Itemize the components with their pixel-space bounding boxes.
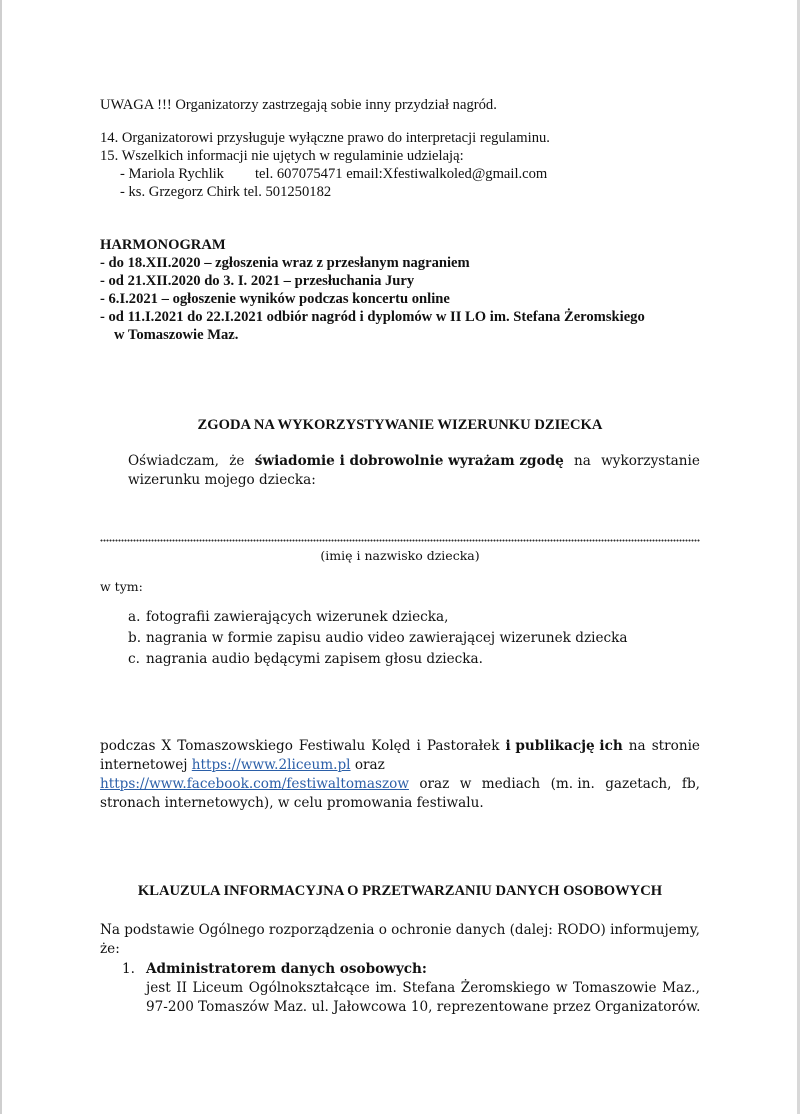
harmonogram-item-continued: w Tomaszowie Maz. [114,327,239,343]
facebook-link[interactable]: https://www.facebook.com/festiwaltomaszow [100,776,409,792]
zgoda-statement-line2: wizerunku mojego dziecka: [128,472,316,488]
list-item: nagrania w formie zapisu audio video zawierającej wizerunek dziecka [146,630,628,646]
list-marker: b. [128,630,142,646]
harmonogram-item: - od 11.I.2021 do 22.I.2021 odbiór nagród i dyplomów w II LO im. Stefana Żeromskiego [100,309,645,325]
contact-mariola-details: tel. 607075471 email:Xfestiwalkoled@gmail.com [255,166,548,182]
klauzula-item-line2: 97-200 Tomaszów Maz. ul. Jałowcowa 10, reprezentowane przez Organizatorów. [146,999,701,1015]
klauzula-intro-line2: że: [100,941,120,957]
liceum-link[interactable]: https://www.2liceum.pl [191,757,351,773]
page-left-edge [0,0,2,1114]
contact-mariola-name: - Mariola Rychlik [120,166,224,182]
klauzula-title: KLAUZULA INFORMACYJNA O PRZETWARZANIU DANYCH OSOBOWYCH [137,883,663,899]
festival-paragraph-line3: https://www.facebook.com/festiwaltomaszow oraz w mediach (m. in. gazetach, fb, [100,776,700,792]
festival-paragraph-line2: internetowej https://www.2liceum.pl oraz [100,757,385,773]
zgoda-statement-line1: Oświadczam, że świadomie i dobrowolnie wyrażam zgodę na wykorzystanie [128,453,700,469]
festival-paragraph-line1: podczas X Tomaszowskiego Festiwalu Kolęd i Pastorałek i publikację ich na stronie [100,738,700,754]
harmonogram-item: - 6.I.2021 – ogłoszenie wyników podczas koncertu online [100,291,450,307]
harmonogram-title: HARMONOGRAM [100,237,226,253]
harmonogram-item: - do 18.XII.2020 – zgłoszenia wraz z przesłanym nagraniem [100,255,470,271]
klauzula-item-title: Administratorem danych osobowych: [146,961,427,977]
klauzula-item-line1: jest II Liceum Ogólnokształcące im. Stefana Żeromskiego w Tomaszowie Maz., [146,980,700,996]
klauzula-item-marker: 1. [122,961,135,977]
harmonogram-item: - od 21.XII.2020 do 3. I. 2021 – przesłuchania Jury [100,273,415,289]
w-tym-label: w tym: [100,579,143,594]
point-15: 15. Wszelkich informacji nie ujętych w regulaminie udzielają: [100,148,464,164]
list-marker: a. [128,609,141,625]
klauzula-intro-line1: Na podstawie Ogólnego rozporządzenia o ochronie danych (dalej: RODO) informujemy, [100,922,700,938]
list-marker: c. [128,651,140,667]
zgoda-title: ZGODA NA WYKORZYSTYWANIE WIZERUNKU DZIECKA [197,417,603,433]
list-item: nagrania audio będącymi zapisem głosu dziecka. [146,651,483,667]
uwaga-note: UWAGA !!! Organizatorzy zastrzegają sobie inny przydział nagród. [100,97,497,113]
contact-grzegorz: - ks. Grzegorz Chirk tel. 501250182 [120,184,332,200]
point-14: 14. Organizatorowi przysługuje wyłączne prawo do interpretacji regulaminu. [100,130,550,146]
name-fill-dotted-line [100,539,700,542]
festival-paragraph-line4: stronach internetowych), w celu promowania festiwalu. [100,795,484,811]
dots-caption: (imię i nazwisko dziecka) [320,548,480,563]
list-item: fotografii zawierających wizerunek dziecka, [146,609,449,625]
